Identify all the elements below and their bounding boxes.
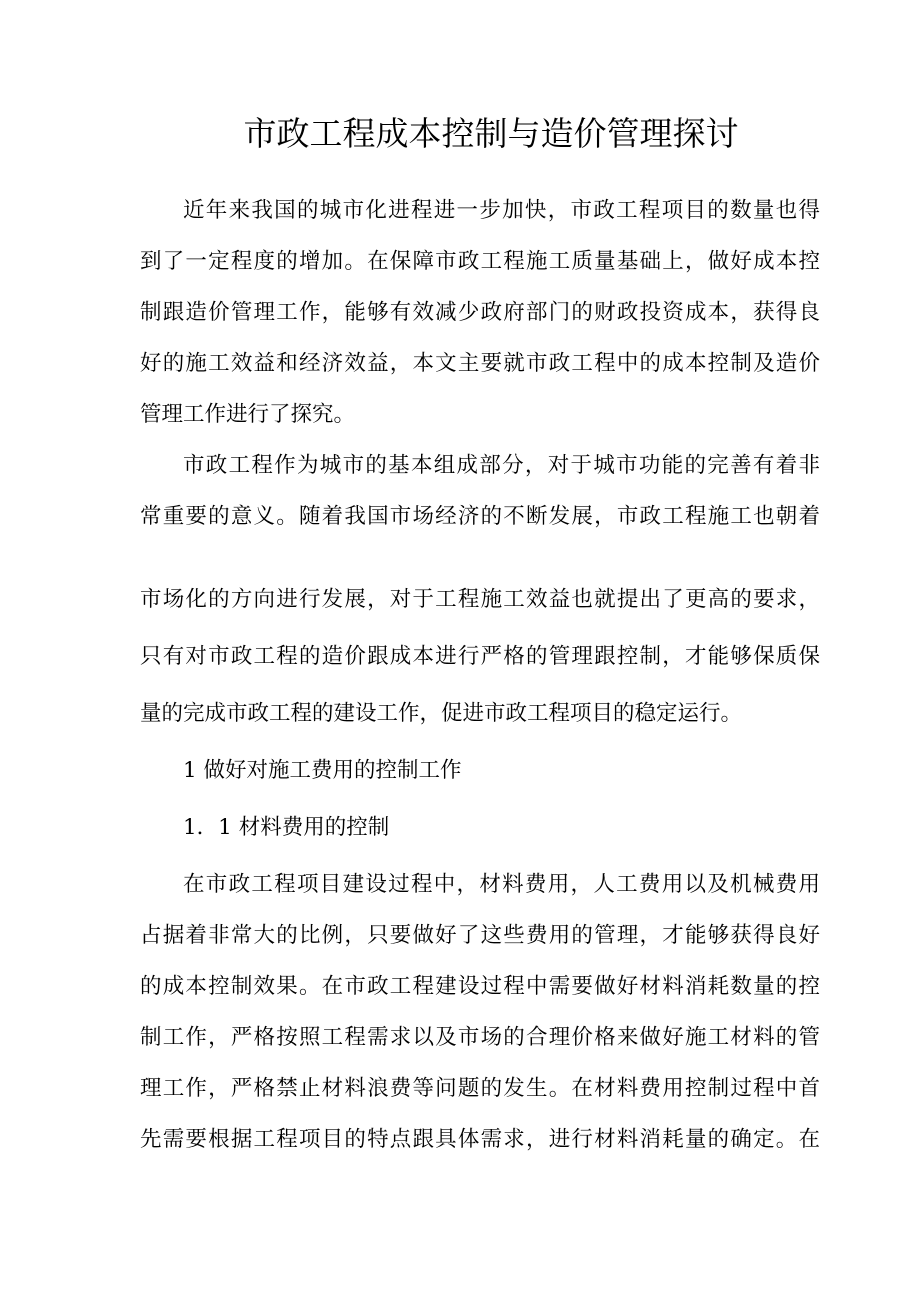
paragraph-line: 只有对市政工程的造价跟成本进行严格的管理跟控制，才能够保质保 xyxy=(140,644,820,669)
paragraph-line: 的成本控制效果。在市政工程建设过程中需要做好材料消耗数量的控 xyxy=(140,974,820,999)
paragraph-line: 先需要根据工程项目的特点跟具体需求，进行材料消耗量的确定。在 xyxy=(140,1127,820,1152)
paragraph-line: 常重要的意义。随着我国市场经济的不断发展，市政工程施工也朝着 xyxy=(140,504,820,529)
paragraph-line: 市场化的方向进行发展，对于工程施工效益也就提出了更高的要求， xyxy=(140,587,820,612)
paragraph-line: 近年来我国的城市化进程进一步加快，市政工程项目的数量也得 xyxy=(183,198,820,223)
paragraph-line: 到了一定程度的增加。在保障市政工程施工质量基础上，做好成本控 xyxy=(140,249,820,274)
paragraph-line: 市政工程作为城市的基本组成部分，对于城市功能的完善有着非 xyxy=(183,453,820,478)
section-heading: 1．1 材料费用的控制 xyxy=(183,815,390,840)
paragraph-line: 量的完成市政工程的建设工作，促进市政工程项目的稳定运行。 xyxy=(140,701,743,726)
document-title: 市政工程成本控制与造价管理探讨 xyxy=(243,114,739,153)
paragraph-line: 理工作，严格禁止材料浪费等问题的发生。在材料费用控制过程中首 xyxy=(140,1076,820,1101)
paragraph-line: 管理工作进行了探究。 xyxy=(140,402,356,427)
paragraph-line: 制跟造价管理工作，能够有效减少政府部门的财政投资成本，获得良 xyxy=(140,300,820,325)
paragraph-line: 制工作，严格按照工程需求以及市场的合理价格来做好施工材料的管 xyxy=(140,1025,820,1050)
paragraph-line: 占据着非常大的比例，只要做好了这些费用的管理，才能够获得良好 xyxy=(140,923,820,948)
section-heading: 1 做好对施工费用的控制工作 xyxy=(183,758,462,783)
paragraph-line: 在市政工程项目建设过程中，材料费用，人工费用以及机械费用 xyxy=(183,872,820,897)
paragraph-line: 好的施工效益和经济效益，本文主要就市政工程中的成本控制及造价 xyxy=(140,351,820,376)
